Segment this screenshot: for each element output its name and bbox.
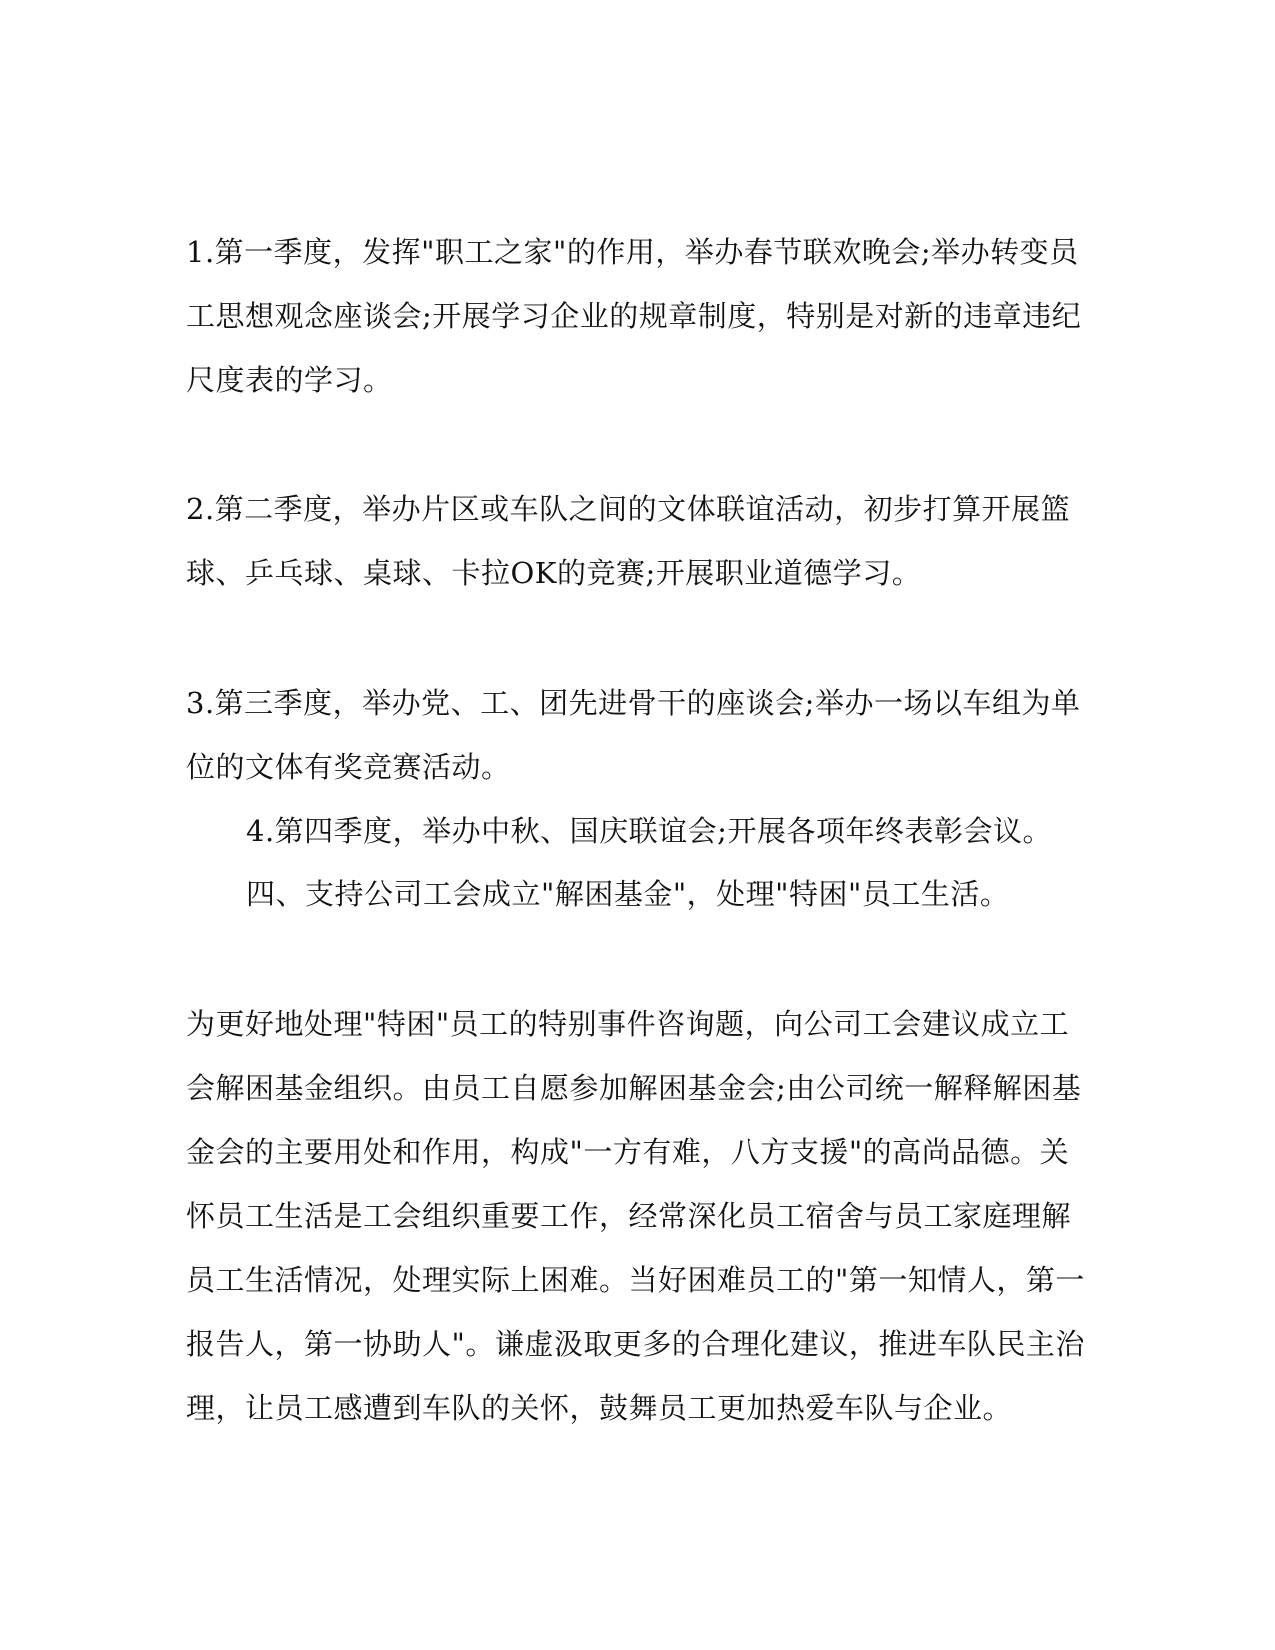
paragraph-q1-plan: 1.第一季度，发挥"职工之家"的作用，举办春节联欢晚会;举办转变员工思想观念座谈会;开展学习企业的规章制度，特别是对新的违章违纪尺度表的学习。 bbox=[186, 235, 1082, 397]
paragraph-q2-plan: 2.第二季度，举办片区或车队之间的文体联谊活动，初步打算开展篮球、乒乓球、桌球、卡拉OK的竞赛;开展职业道德学习。 bbox=[186, 492, 1071, 590]
paragraph-q3-plan: 3.第三季度，举办党、工、团先进骨干的座谈会;举办一场以车组为单位的文体有奖竞赛活动。 bbox=[186, 686, 1081, 784]
paragraph-relief-fund-details: 为更好地处理"特困"员工的特别事件咨询题，向公司工会建议成立工会解困基金组织。由员工自愿参加解困基金会;由公司统一解释解困基金会的主要用处和作用，构成"一方有难，八方支援"的高尚品德。关怀员工生活是工会组织重要工作，经常深化员工宿舍与员工家庭理解员工生活情况，处理实际上困难。当好困难员工的"第一知情人，第一报告人，第一协助人"。谦虚汲取更多的合理化建议，推进车队民主治理，让员工感遭到车队的关怀，鼓舞员工更加热爱车队与企业。 bbox=[186, 1007, 1085, 1425]
paragraph-q4-plan: 4.第四季度，举办中秋、国庆联谊会;开展各项年终表彰会议。 bbox=[246, 814, 1052, 848]
section-heading-relief-fund: 四、支持公司工会成立"解困基金"，处理"特困"员工生活。 bbox=[246, 877, 1010, 911]
